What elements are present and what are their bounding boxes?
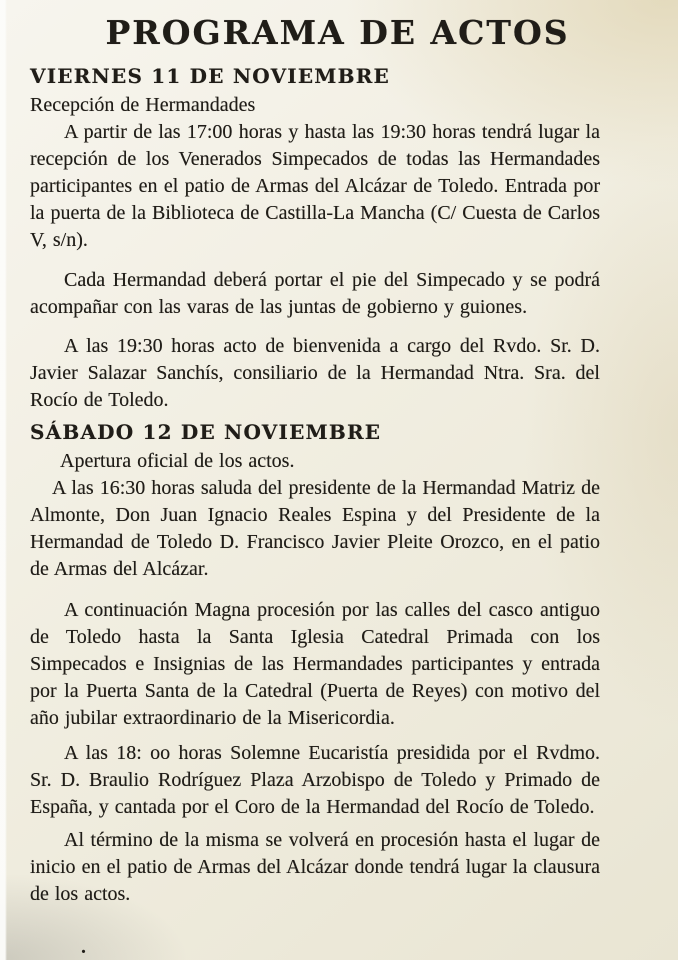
section-intro-line: Recepción de Hermandades (30, 94, 256, 116)
section-intro-line: Apertura oficial de los actos. (60, 450, 295, 472)
paragraph-welcome-act: A las 19:30 horas acto de bienvenida a cargo del Rvdo. Sr. D. Javier Salazar Sanchís, consiliario de la Hermandad Ntra. Sra. del Rocío de Toledo. (30, 335, 600, 411)
date-heading-friday: VIERNES 11 DE NOVIEMBRE (30, 64, 390, 88)
paragraph-presidents-greeting: A las 16:30 horas saluda del presidente de la Hermandad Matriz de Almonte, Don Juan Ignacio Reales Espina y del Presidente de la Hermandad de Toledo D. Francisco Javier Pleite Orozco, en el patio de Armas del Alcázar. (30, 477, 600, 580)
paragraph-magna-procession: A continuación Magna procesión por las calles del casco antiguo de Toledo hasta la Santa Iglesia Catedral Primada con los Simpecados e Insignias de las Hermandades participantes y entrada por la Puerta Santa de la Catedral (Puerta de Reyes) con motivo del año jubilar extraordinario de la Misericordia. (30, 599, 600, 729)
date-heading-saturday: SÁBADO 12 DE NOVIEMBRE (30, 420, 382, 444)
stray-period-mark: . (81, 936, 86, 958)
paragraph-closing-procession: Al término de la misma se volverá en procesión hasta el lugar de inicio en el patio de Armas del Alcázar donde tendrá lugar la clausura de los actos. (30, 829, 600, 905)
paragraph-solemn-eucharist: A las 18: oo horas Solemne Eucaristía presidida por el Rvdmo. Sr. D. Braulio Rodríguez Plaza Arzobispo de Toledo y Primado de España, y cantada por el Coro de la Hermandad del Rocío de Toledo. (30, 742, 600, 818)
paragraph-simpecado-rules: Cada Hermandad deberá portar el pie del Simpecado y se podrá acompañar con las varas de las juntas de gobierno y guiones. (30, 269, 600, 318)
section-friday-nov-11 (30, 64, 637, 414)
paragraph-reception-times: A partir de las 17:00 horas y hasta las 19:30 horas tendrá lugar la recepción de los Venerados Simpecados de todas las Hermandades participantes en el patio de Armas del Alcázar de Toledo. Entrada por la puerta de la Biblioteca de Castilla-La Mancha (C/ Cuesta de Carlos V, s/n). (30, 121, 600, 251)
document-title: PROGRAMA DE ACTOS (105, 13, 570, 52)
section-saturday-nov-12 (30, 420, 637, 908)
